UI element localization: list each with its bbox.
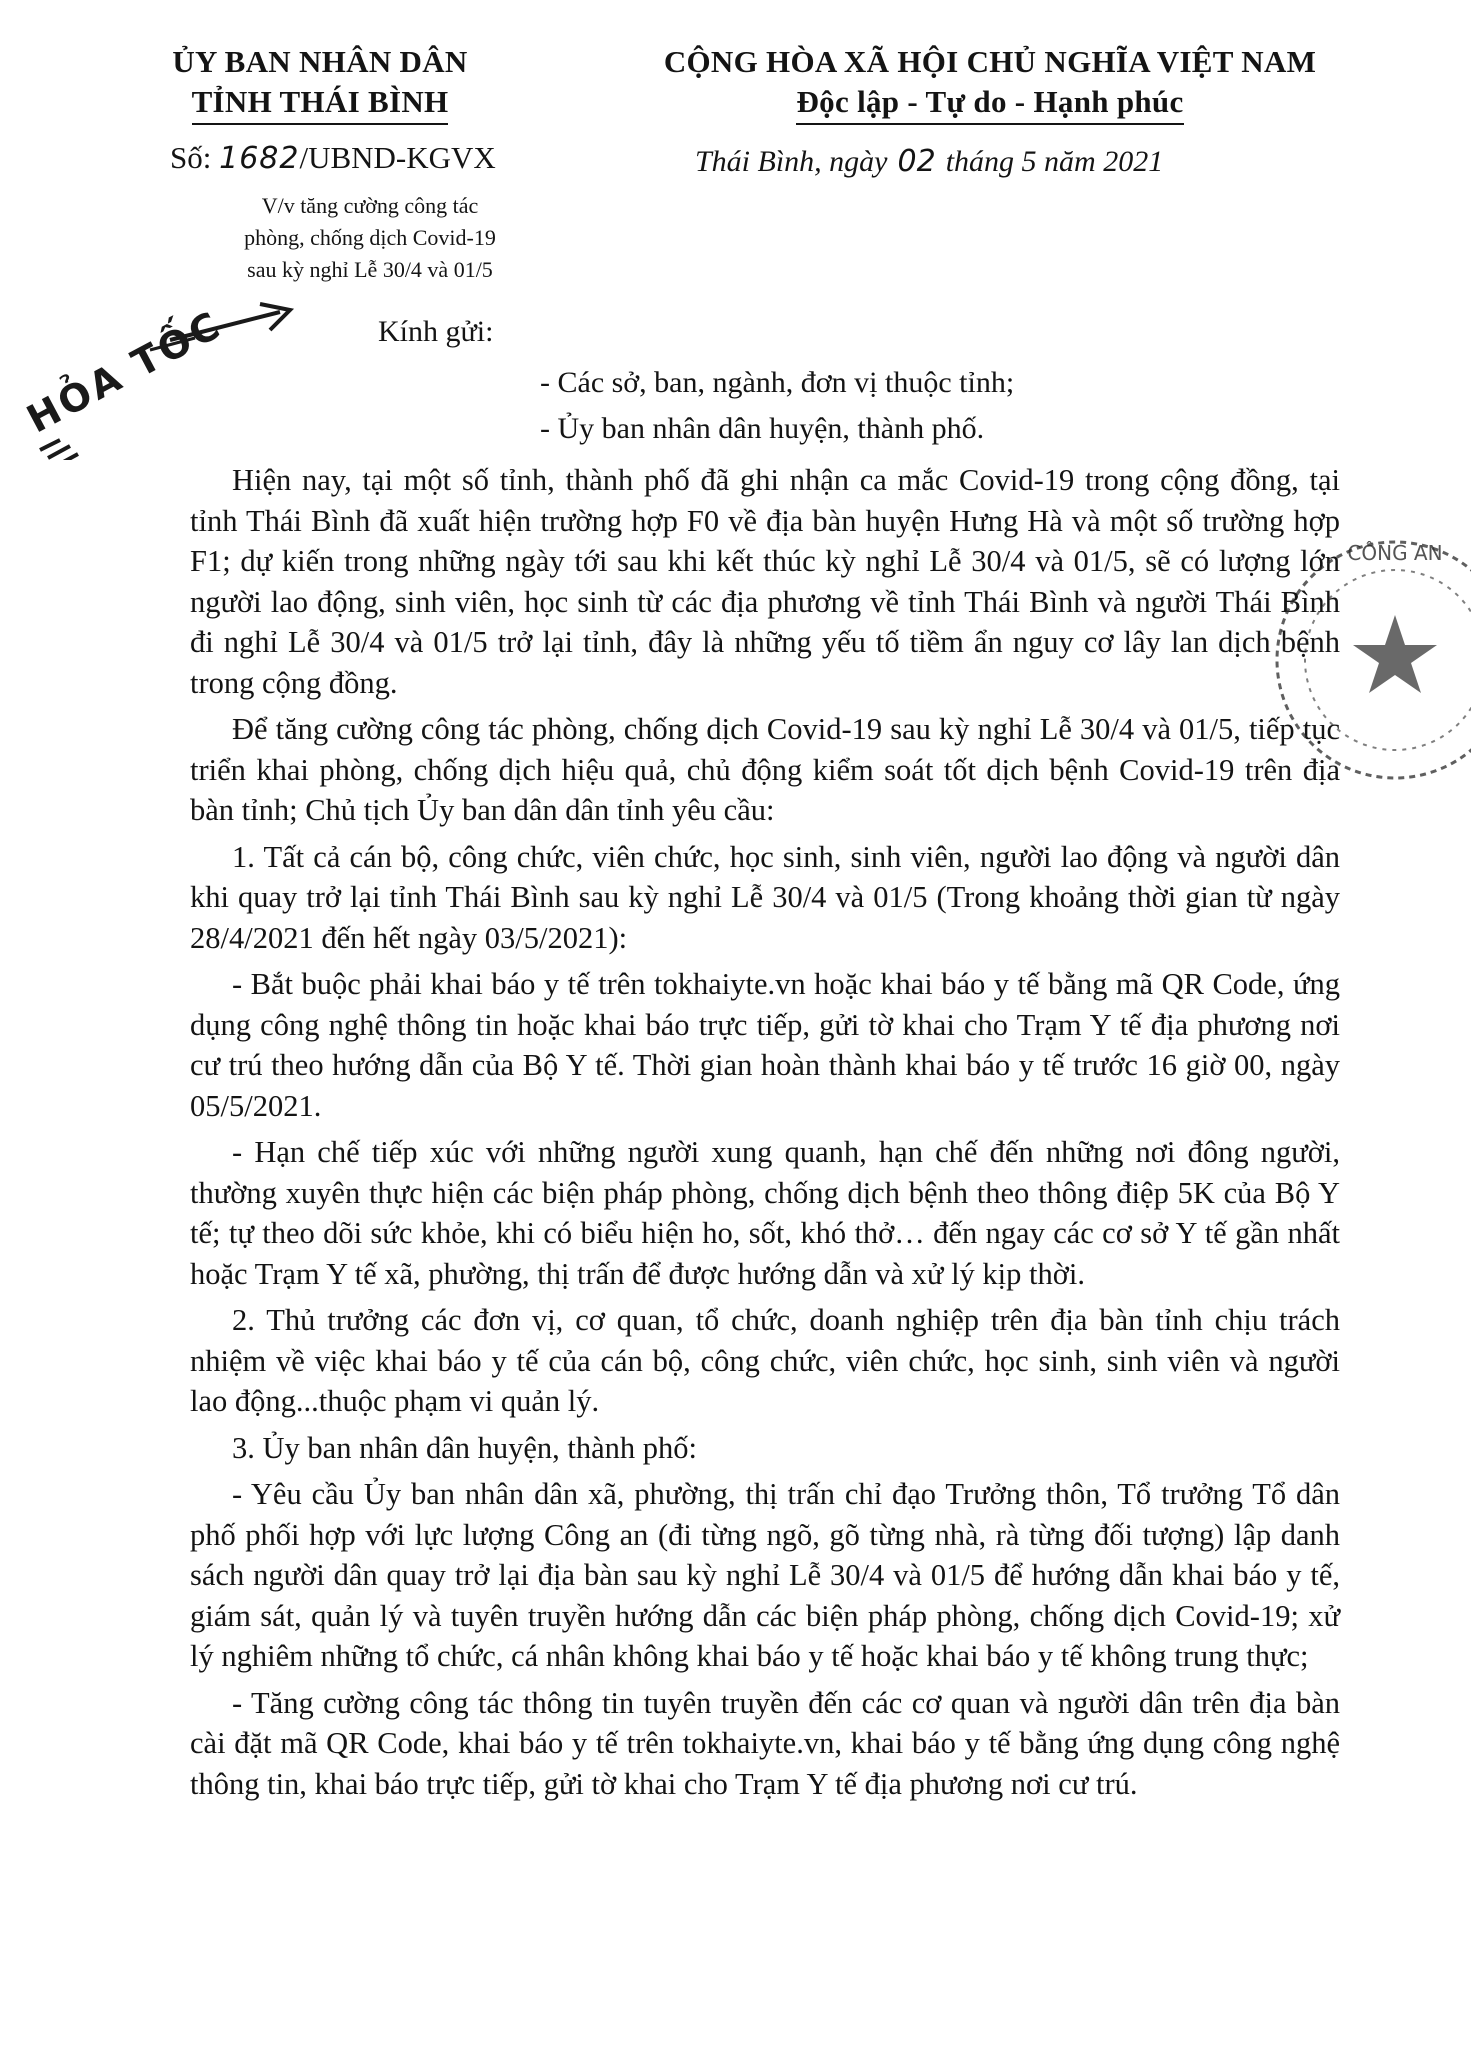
body-paragraph: 1. Tất cả cán bộ, công chức, viên chức, học sinh, sinh viên, người lao động và người dân khi quay trở lại tỉnh Thái Bình sau kỳ nghỉ Lễ 30/4 và 01/5 (Trong khoảng thời gian từ ngày 28/4/2021 đến hết ngày 03/5/2021): bbox=[190, 839, 1340, 955]
document-date bbox=[695, 142, 1163, 182]
agency-header bbox=[120, 42, 520, 125]
body-paragraph: 3. Ủy ban nhân dân huyện, thành phố: bbox=[232, 1430, 698, 1465]
body-paragraph: - Tăng cường công tác thông tin tuyên truyền đến các cơ quan và người dân trên địa bàn cài đặt mã QR Code, khai báo y tế trên tokhaiyte.vn, khai báo y tế bằng ứng dụng công nghệ thông tin, khai báo trực tiếp, gửi tờ khai cho Trạm Y tế địa phương nơi cư trú. bbox=[190, 1685, 1340, 1801]
subject-line-3: sau kỳ nghỉ Lễ 30/4 và 01/5 bbox=[247, 257, 493, 282]
date-prefix: Thái Bình, ngày bbox=[695, 145, 888, 178]
subject-line-1: V/v tăng cường công tác bbox=[261, 193, 479, 218]
urgent-stamp: HỎA TỐC bbox=[19, 302, 230, 442]
document-number-suffix: /UBND-KGVX bbox=[299, 140, 496, 175]
nation-line-1: CỘNG HÒA XÃ HỘI CHỦ NGHĨA VIỆT NAM bbox=[663, 44, 1317, 79]
subject-line-2: phòng, chống dịch Covid-19 bbox=[244, 225, 496, 250]
document-number-prefix: Số: bbox=[170, 140, 212, 175]
body-paragraph: - Hạn chế tiếp xúc với những người xung quanh, hạn chế đến những nơi đông người, thường xuyên thực hiện các biện pháp phòng, chống dịch bệnh theo thông điệp 5K của Bộ Y tế; tự theo dõi sức khỏe, khi có biểu hiện ho, sốt, khó thở… đến ngay các cơ sở Y tế gần nhất hoặc Trạm Y tế xã, phường, thị trấn để được hướng dẫn và xử lý kịp thời. bbox=[190, 1135, 1340, 1291]
body-paragraph: - Bắt buộc phải khai báo y tế trên tokhaiyte.vn hoặc khai báo y tế bằng mã QR Code, ứng dụng công nghệ thông tin hoặc khai báo trực tiếp, gửi tờ khai cho Trạm Y tế địa phương nơi cư trú theo hướng dẫn của Bộ Y tế. Thời gian hoàn thành khai báo y tế trước 16 giờ 00, ngày 05/5/2021. bbox=[190, 967, 1340, 1123]
nation-header bbox=[600, 42, 1380, 125]
document-number bbox=[170, 138, 496, 179]
body-paragraph: Hiện nay, tại một số tỉnh, thành phố đã ghi nhận ca mắc Covid-19 trong cộng đồng, tại tỉnh Thái Bình đã xuất hiện trường hợp F0 về địa bàn huyện Hưng Hà và một số trường hợp F1; dự kiến trong những ngày tới sau khi kết thúc kỳ nghỉ Lễ 30/4 và 01/5, sẽ có lượng lớn người lao động, sinh viên, học sinh từ các địa phương về tỉnh Thái Bình và người Thái Bình đi nghỉ Lễ 30/4 và 01/5 trở lại tỉnh, đây là những yếu tố tiềm ẩn nguy cơ lây lan dịch bệnh trong cộng đồng. bbox=[190, 463, 1340, 700]
agency-line-1: ỦY BAN NHÂN DÂN bbox=[172, 44, 468, 79]
date-day: 02 bbox=[897, 144, 936, 179]
document-subject bbox=[200, 190, 540, 286]
body-paragraph: Để tăng cường công tác phòng, chống dịch Covid-19 sau kỳ nghỉ Lễ 30/4 và 01/5, tiếp tục triển khai phòng, chống dịch hiệu quả, chủ động kiểm soát tốt dịch bệnh Covid-19 trên địa bàn tỉnh; Chủ tịch Ủy ban dân dân tỉnh yêu cầu: bbox=[190, 712, 1340, 827]
nation-motto: Độc lập - Tự do - Hạnh phúc bbox=[796, 82, 1183, 125]
document-body bbox=[190, 460, 1340, 1810]
agency-line-2: TỈNH THÁI BÌNH bbox=[192, 82, 449, 125]
recipients-list bbox=[540, 360, 1014, 452]
body-paragraph: - Yêu cầu Ủy ban nhân dân xã, phường, thị trấn chỉ đạo Trưởng thôn, Tổ trưởng Tổ dân phố phối hợp với lực lượng Công an (đi từng ngõ, gõ từng nhà, rà từng đối tượng) lập danh sách người dân quay trở lại địa bàn sau kỳ nghỉ Lễ 30/4 và 01/5 để hướng dẫn khai báo y tế, giám sát, quản lý và tuyên truyền hướng dẫn các biện pháp phòng, chống dịch Covid-19; xử lý nghiêm những tổ chức, cá nhân không khai báo y tế hoặc khai báo y tế không trung thực; bbox=[190, 1477, 1340, 1673]
official-seal-icon bbox=[1275, 520, 1471, 800]
document-number-value: 1682 bbox=[219, 141, 300, 176]
recipient-item: - Ủy ban nhân dân huyện, thành phố. bbox=[540, 412, 985, 445]
recipients-heading: Kính gửi: bbox=[378, 315, 494, 348]
seal-text: CÔNG AN bbox=[1347, 541, 1443, 565]
body-paragraph: 2. Thủ trưởng các đơn vị, cơ quan, tổ chức, doanh nghiệp trên địa bàn tỉnh chịu trách nhiệm về việc khai báo y tế của cán bộ, công chức, viên chức, học sinh, sinh viên và người lao động...thuộc phạm vi quản lý. bbox=[190, 1303, 1340, 1418]
date-suffix: tháng 5 năm 2021 bbox=[945, 145, 1164, 178]
recipient-item: - Các sở, ban, ngành, đơn vị thuộc tỉnh; bbox=[540, 366, 1015, 399]
